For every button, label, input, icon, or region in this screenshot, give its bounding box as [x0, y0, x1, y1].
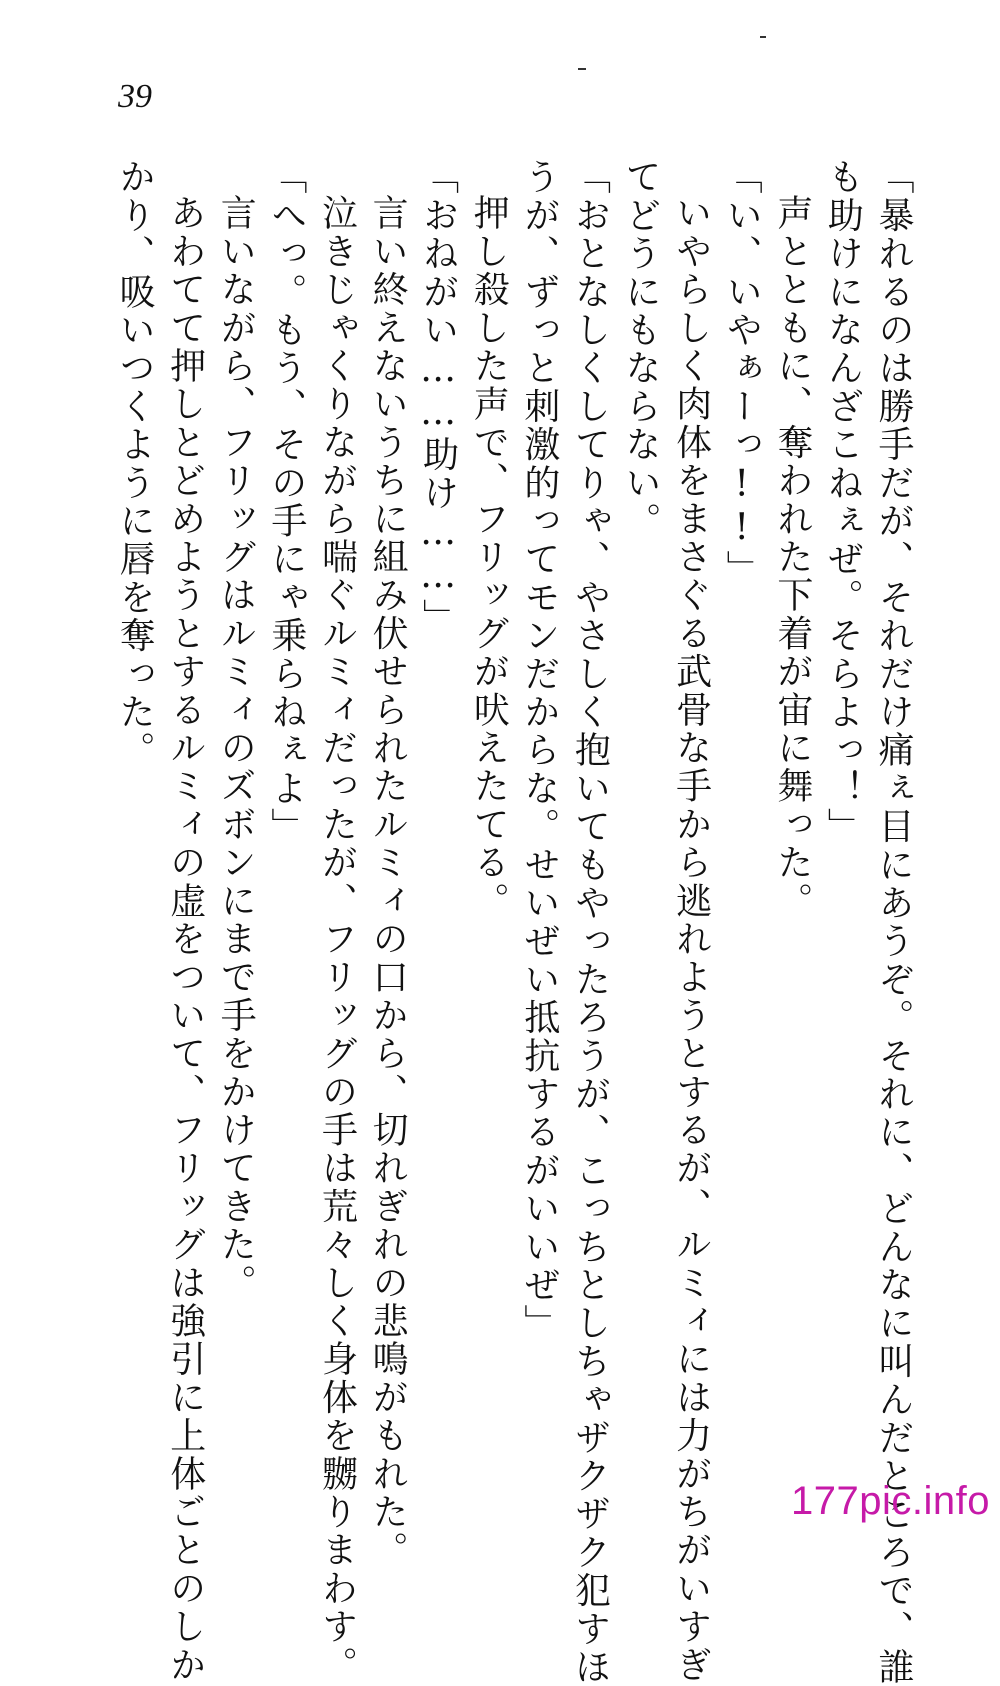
text-line: も助けになんざこねぇぜ。そらよっ！」	[822, 158, 864, 846]
text-line: 「おねがい……助け……」	[417, 158, 459, 637]
watermark: 177pic.info	[791, 1479, 990, 1523]
text-line: 言いながら、フリッグはルミィのズボンにまで手をかけてきた。	[215, 194, 257, 1302]
text-line: 声とともに、奪われた下着が宙に舞った。	[771, 194, 813, 920]
text-line: 泣きじゃくりながら喘ぐルミィだったが、フリッグの手は荒々しく身体を嬲りまわす。	[316, 194, 358, 1684]
text-line: 「い、いやぁーっ!!」	[721, 158, 763, 589]
text-line: 「へっ。もう、その手にゃ乗らねぇよ」	[265, 158, 307, 846]
text-line: うが、ずっと刺激的ってモンだからな。せいぜい抵抗するがいいぜ」	[518, 158, 560, 1343]
text-line: 押し殺した声で、フリッグが吠えたてる。	[468, 194, 510, 920]
scan-speck	[760, 36, 766, 38]
text-line: 言い終えないうちに組み伏せられたルミィの口から、切れぎれの悲鳴がもれた。	[367, 194, 409, 1570]
text-line: いやらしく肉体をまさぐる武骨な手から逃れようとするが、ルミィには力がちがいすぎ	[670, 194, 712, 1684]
scan-speck	[578, 68, 586, 70]
text-line: 「おとなしくしてりゃ、やさしく抱いてもやったろうが、こっちとしちゃザクザク犯すほ	[569, 158, 611, 1686]
text-line: あわてて押しとどめようとするルミィの虚をついて、フリッグは強引に上体ごとのしか	[164, 194, 206, 1684]
page-number: 39	[118, 78, 152, 115]
text-line: てどうにもならない。	[620, 158, 662, 540]
text-line: 「暴れるのは勝手だが、それだけ痛ぇ目にあうぞ。それに、どんなに叫んだところで、誰	[873, 158, 914, 1686]
text-line: かり、吸いつくように唇を奪った。	[114, 158, 156, 770]
